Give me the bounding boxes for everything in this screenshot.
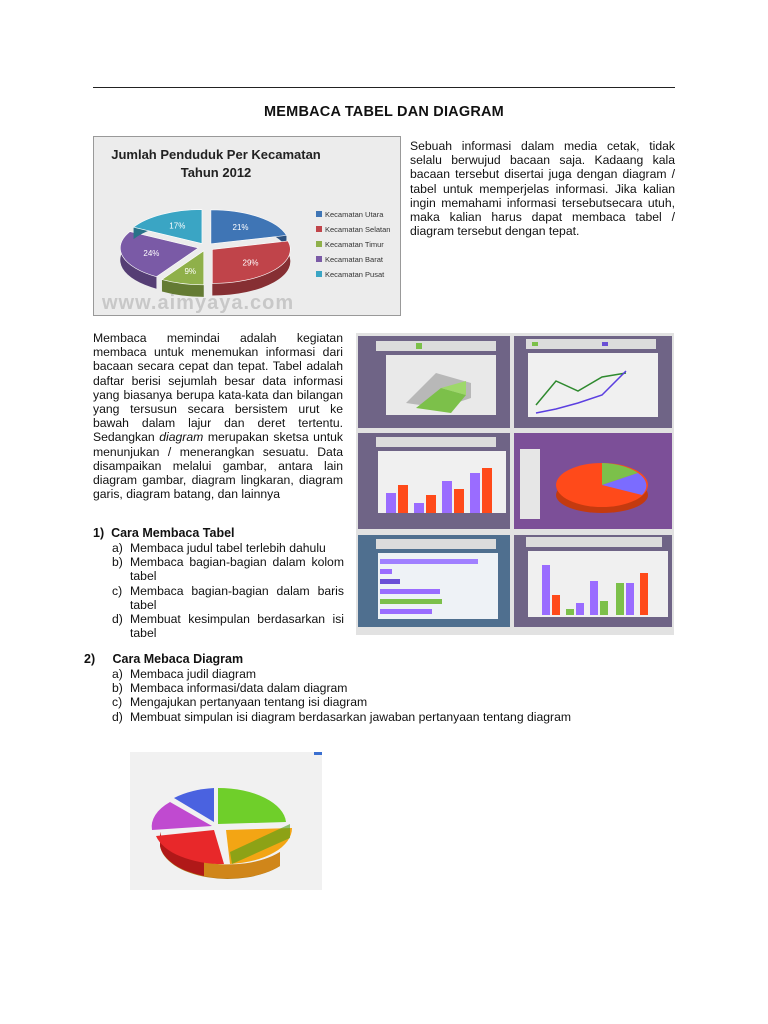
pie-slice-label: 24% (143, 249, 160, 259)
pie-slices (120, 210, 290, 297)
collage-panel-3d-area (358, 336, 510, 428)
list-item-text: Membuat simpulan isi diagram berdasarkan jawaban pertanyaan tentang diagram (130, 709, 572, 724)
list-marker: a) (112, 667, 123, 681)
legend-label: Kecamatan Barat (325, 255, 383, 264)
collage-panel-hbar (358, 535, 510, 627)
pie-slice-label: 17% (169, 221, 186, 231)
pie-slice-label: 9% (184, 267, 197, 277)
pie-title-line1: Jumlah Penduduk Per Kecamatan (111, 147, 321, 162)
definition-text-2: merupakan sketsa untuk menunjukan / menerangkan sesuatu. Data disampaikan melalui gambar, antara lain diagram gambar, diagram lingkaran, diagram garis, diagram batang, dan lainnya (93, 430, 344, 502)
list-marker: b) (112, 681, 123, 696)
collage-panel-bar-line (358, 433, 510, 529)
list-item (112, 541, 344, 555)
list-item (112, 710, 612, 724)
list-item-text: Membuat kesimpulan berdasarkan isi tabel (130, 612, 344, 641)
section2-list (112, 667, 612, 724)
legend-label: Kecamatan Selatan (325, 225, 391, 234)
collage-panel-grouped-bars (514, 535, 672, 627)
list-item-text: Membaca judul tabel terlebih dahulu (130, 541, 326, 555)
population-pie-svg (94, 137, 400, 315)
pie-legend (316, 210, 390, 279)
intro-paragraph: Sebuah informasi dalam media cetak, tidak selalu berwujud bacaan saja. Kadaang kala bacaan tersebut disertai juga dengan diagram / tabel untuk memperjelas informasi. Jika kalian ingin memahami informasi tersebutsecara utuh, maka kalian harus dapat membaca tabel / diagram tersebut dengan tepat. (410, 139, 675, 239)
section1-title: Cara Membaca Tabel (111, 526, 235, 540)
list-item (112, 555, 344, 583)
legend-swatch (316, 241, 322, 247)
pie-slice-1 (211, 210, 287, 248)
legend-swatch (316, 226, 322, 232)
section1-list (112, 541, 344, 640)
list-item (112, 584, 344, 612)
watermark-text: www.aimyaya.com (102, 292, 295, 314)
pie-slice-2 (212, 241, 290, 295)
page-title: MEMBACA TABEL DAN DIAGRAM (264, 104, 504, 120)
list-marker: d) (112, 709, 123, 724)
section1-heading (93, 526, 235, 540)
definition-text-1: Membaca memindai adalah kegiatan membaca untuk menemukan informasi dari bacaan secara cepat dan tepat. Tabel adalah daftar berisi sejumlah besar data informasi yang biasanya berupa kata-kata dan bilangan yang tersusun secara bersistem urut ke bawah dalam lajur dan deret tertentu. Sedangkan (93, 331, 343, 445)
legend-label: Kecamatan Utara (325, 210, 384, 219)
section2-title: Cara Mebaca Diagram (112, 652, 244, 666)
collage-panel-pie (514, 433, 672, 529)
list-item-text: Membaca informasi/data dalam diagram (130, 681, 348, 696)
chart-examples-collage (356, 333, 674, 635)
legend-swatch (316, 211, 322, 217)
chart-collage-svg (356, 333, 674, 635)
pie-illustration (130, 752, 322, 890)
list-marker: c) (112, 695, 123, 710)
list-item (112, 667, 612, 681)
legend-label: Kecamatan Pusat (325, 270, 385, 279)
list-marker: c) (112, 583, 123, 598)
definition-italic-word: diagram (159, 430, 204, 445)
list-item (112, 612, 344, 640)
list-marker: b) (112, 555, 123, 570)
list-item (112, 681, 612, 695)
legend-swatch (316, 271, 322, 277)
pie-slice-label: 29% (242, 258, 259, 268)
section2-heading (84, 652, 243, 666)
pie-illustration-svg (130, 752, 322, 890)
list-item-text: Membaca bagian-bagian dalam kolom tabel (130, 555, 344, 584)
section2-number: 2) (84, 652, 96, 666)
top-rule (93, 87, 675, 88)
list-marker: d) (112, 612, 123, 627)
pie-title-line2: Tahun 2012 (180, 165, 252, 180)
list-item-text: Membaca judil diagram (130, 667, 256, 681)
list-marker: a) (112, 541, 123, 555)
list-item-text: Mengajukan pertanyaan tentang isi diagram (130, 695, 368, 710)
section1-number: 1) (93, 526, 105, 540)
legend-label: Kecamatan Timur (325, 240, 384, 249)
list-item (112, 695, 612, 709)
population-pie-figure (93, 136, 401, 316)
definition-paragraph (93, 331, 343, 501)
list-item-text: Membaca bagian-bagian dalam baris tabel (130, 583, 344, 612)
pie-slice-top (211, 210, 287, 244)
legend-swatch (316, 256, 322, 262)
collage-panel-line (514, 336, 672, 428)
pie-slice-label: 21% (232, 223, 249, 233)
